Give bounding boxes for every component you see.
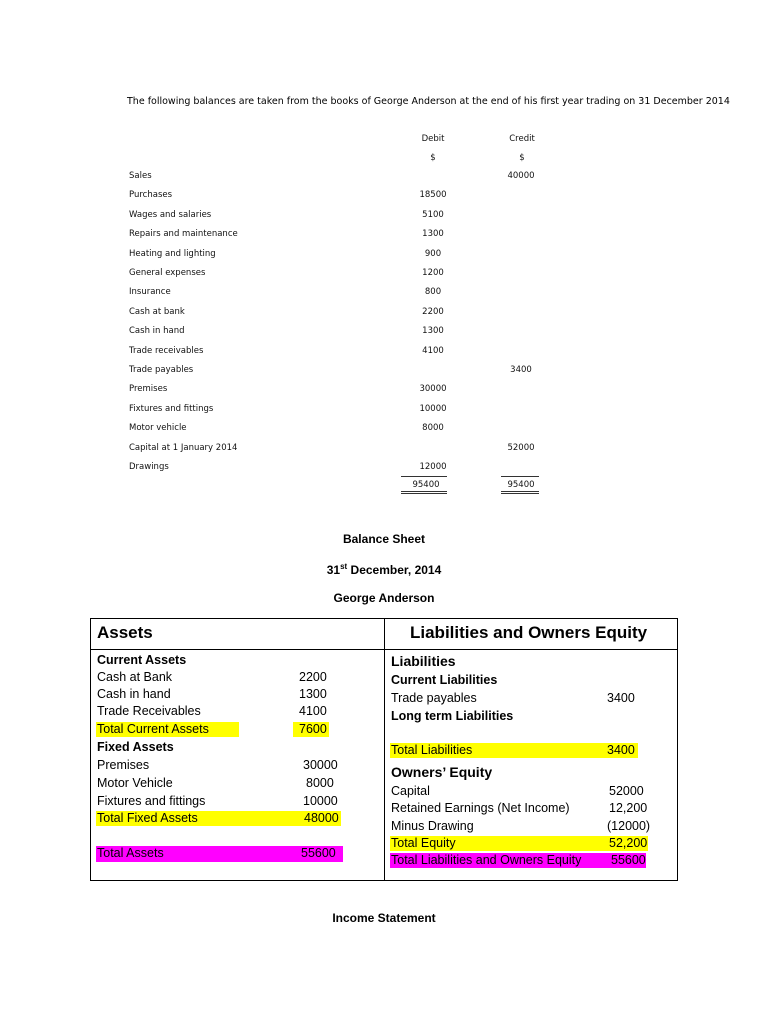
- column-divider: [384, 619, 385, 880]
- trial-balance-total-credit: 95400: [507, 480, 535, 490]
- balance-sheet-title: Balance Sheet: [342, 532, 426, 546]
- owners-equity-label: Owners’ Equity: [391, 764, 493, 780]
- trial-balance-row-debit: 2200: [422, 307, 444, 317]
- trial-balance-row-label: Purchases: [129, 190, 173, 200]
- balance-sheet-table: [90, 618, 678, 881]
- trial-balance-row-debit: 8000: [422, 423, 444, 433]
- trial-balance-row-label: Sales: [129, 171, 152, 181]
- trial-balance-row-debit: 12000: [419, 462, 447, 472]
- trial-balance-row-label: Drawings: [129, 462, 169, 472]
- total-equity-label: Total Equity: [391, 836, 456, 850]
- debit-subtotal-rule: [401, 476, 447, 477]
- trial-balance-row-debit: 10000: [419, 404, 447, 414]
- trial-balance-row-label: Capital at 1 January 2014: [129, 443, 238, 453]
- trial-balance-row-label: Trade receivables: [129, 346, 204, 356]
- total-fixed-assets-label: Total Fixed Assets: [97, 811, 198, 825]
- total-assets-label: Total Assets: [97, 846, 164, 860]
- fixed-assets-label: Fixed Assets: [97, 740, 174, 754]
- trial-balance-row-label: Fixtures and fittings: [129, 404, 214, 414]
- trial-balance-row-debit: 1200: [422, 268, 444, 278]
- trial-balance-row-debit: 5100: [422, 210, 444, 220]
- asset-cash-at-bank-value: 2200: [299, 670, 327, 684]
- asset-trade-receivables-label: Trade Receivables: [97, 704, 201, 718]
- equity-retained-earnings-label: Retained Earnings (Net Income): [391, 801, 570, 815]
- asset-cash-at-bank-label: Cash at Bank: [97, 670, 173, 684]
- income-statement-title: Income Statement: [332, 911, 436, 925]
- total-liabilities-value: 3400: [607, 743, 635, 757]
- asset-fixtures-value: 10000: [303, 794, 338, 808]
- total-current-assets-value: 7600: [299, 722, 327, 736]
- trade-payables-value: 3400: [607, 691, 635, 705]
- asset-motor-vehicle-label: Motor Vehicle: [97, 776, 173, 790]
- trial-balance-row-label: Heating and lighting: [129, 249, 216, 259]
- trial-balance-row-debit: 18500: [419, 190, 447, 200]
- liabilities-equity-header: Liabilities and Owners Equity: [410, 623, 648, 642]
- total-liabilities-equity-value: 55600: [611, 853, 646, 867]
- long-term-liabilities-label: Long term Liabilities: [391, 709, 514, 723]
- asset-cash-in-hand-label: Cash in hand: [97, 687, 171, 701]
- trial-balance-row-debit: 900: [424, 249, 442, 259]
- total-liabilities-equity-label: Total Liabilities and Owners Equity: [391, 853, 582, 867]
- trial-balance-row-label: Repairs and maintenance: [129, 229, 238, 239]
- balance-sheet-date: 31st December, 2014: [326, 562, 442, 577]
- total-assets-value: 55600: [301, 846, 336, 860]
- trial-balance-row-debit: 800: [424, 287, 442, 297]
- credit-subtotal-rule: [501, 476, 539, 477]
- trial-balance-row-label: Motor vehicle: [129, 423, 187, 433]
- trial-balance-row-debit: 1300: [422, 229, 444, 239]
- asset-premises-value: 30000: [303, 758, 338, 772]
- debit-currency: $: [430, 153, 436, 163]
- balance-sheet-owner: George Anderson: [333, 591, 435, 605]
- trial-balance-total-debit: 95400: [412, 480, 440, 490]
- equity-capital-label: Capital: [391, 784, 430, 798]
- current-assets-label: Current Assets: [97, 653, 187, 667]
- assets-header: Assets: [97, 623, 153, 642]
- trial-balance-row-debit: 30000: [419, 384, 447, 394]
- asset-fixtures-label: Fixtures and fittings: [97, 794, 206, 808]
- trial-balance-row-label: General expenses: [129, 268, 206, 278]
- debit-total-double-rule: [401, 491, 447, 494]
- trial-balance-row-label: Cash in hand: [129, 326, 185, 336]
- trial-balance-row-label: Trade payables: [129, 365, 194, 375]
- header-divider: [91, 649, 677, 650]
- trade-payables-label: Trade payables: [391, 691, 477, 705]
- equity-retained-earnings-value: 12,200: [609, 801, 648, 815]
- credit-currency: $: [519, 153, 525, 163]
- trial-balance-row-label: Insurance: [129, 287, 171, 297]
- trial-balance-row-debit: 4100: [422, 346, 444, 356]
- trial-balance-intro: The following balances are taken from the books of George Anderson at the end of his first year trading on 31 December 2014: [127, 96, 730, 107]
- asset-cash-in-hand-value: 1300: [299, 687, 327, 701]
- asset-motor-vehicle-value: 8000: [306, 776, 334, 790]
- asset-premises-label: Premises: [97, 758, 150, 772]
- trial-balance-row-credit: 52000: [507, 443, 535, 453]
- trial-balance-row-label: Cash at bank: [129, 307, 185, 317]
- total-fixed-assets-value: 48000: [304, 811, 339, 825]
- total-equity-value: 52,200: [609, 836, 648, 850]
- total-current-assets-label: Total Current Assets: [97, 722, 209, 736]
- equity-drawing-value: (12000): [607, 819, 651, 833]
- asset-trade-receivables-value: 4100: [299, 704, 327, 718]
- current-liabilities-label: Current Liabilities: [391, 673, 498, 687]
- liabilities-label: Liabilities: [391, 653, 456, 669]
- credit-column-header: Credit: [509, 134, 535, 144]
- equity-drawing-label: Minus Drawing: [391, 819, 474, 833]
- trial-balance-row-label: Wages and salaries: [129, 210, 212, 220]
- trial-balance-row-label: Premises: [129, 384, 168, 394]
- equity-capital-value: 52000: [609, 784, 644, 798]
- trial-balance-row-credit: 40000: [507, 171, 535, 181]
- trial-balance-row-debit: 1300: [422, 326, 444, 336]
- credit-total-double-rule: [501, 491, 539, 494]
- trial-balance-row-credit: 3400: [510, 365, 532, 375]
- total-liabilities-label: Total Liabilities: [391, 743, 473, 757]
- debit-column-header: Debit: [421, 134, 445, 144]
